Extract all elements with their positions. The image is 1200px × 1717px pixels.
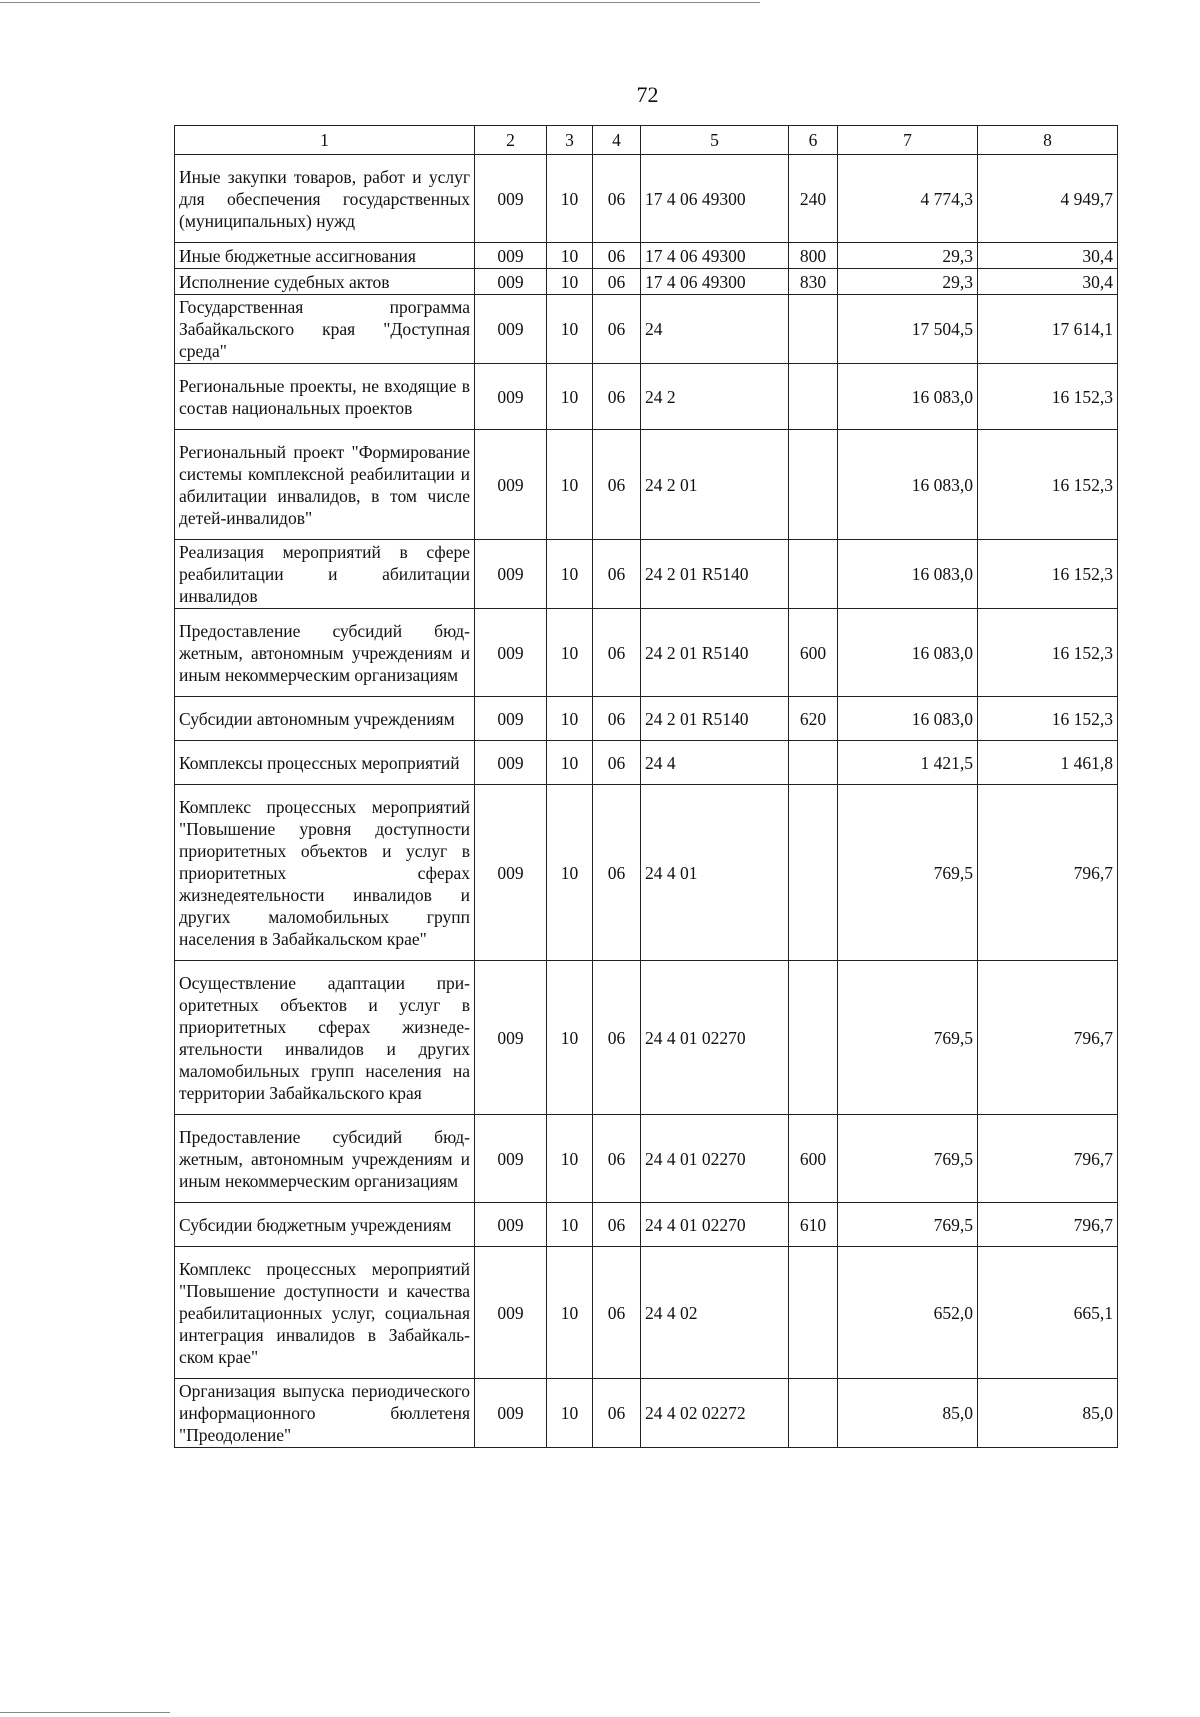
amount-year-1-cell: 769,5	[838, 1203, 978, 1247]
target-article-cell: 24 4 02 02272	[641, 1379, 789, 1448]
ministry-code-cell: 009	[475, 741, 547, 785]
expense-type-cell: 830	[789, 269, 838, 295]
amount-year-2-cell: 4 949,7	[978, 155, 1118, 243]
subsection-cell: 06	[593, 1379, 641, 1448]
item-name-cell: Реализация мероприятий в сфере реабилитации и абилитации инвалидов	[175, 540, 475, 609]
section-cell: 10	[547, 609, 593, 697]
ministry-code-cell: 009	[475, 1203, 547, 1247]
expense-type-cell: 600	[789, 1115, 838, 1203]
subsection-cell: 06	[593, 155, 641, 243]
amount-year-1-cell: 16 083,0	[838, 609, 978, 697]
target-article-cell: 17 4 06 49300	[641, 269, 789, 295]
amount-year-1-cell: 652,0	[838, 1247, 978, 1379]
item-name-cell: Комплекс процессных мероприятий "Повышение доступности и качества реабилитационных услуг, социальная интеграция инвалидов в Забайкальском крае"	[175, 1247, 475, 1379]
subsection-cell: 06	[593, 243, 641, 269]
target-article-cell: 24 4	[641, 741, 789, 785]
section-cell: 10	[547, 295, 593, 364]
item-name-cell: Комплекс процессных мероприятий "Повышение уровня доступности приоритетных объектов и услуг в приоритетных сферах жизнедеятельности инвалидов и других маломобильных групп населения в Забайкальском крае"	[175, 785, 475, 961]
amount-year-1-cell: 16 083,0	[838, 540, 978, 609]
target-article-cell: 24 4 01	[641, 785, 789, 961]
amount-year-1-cell: 29,3	[838, 243, 978, 269]
subsection-cell: 06	[593, 697, 641, 741]
section-cell: 10	[547, 697, 593, 741]
table-row	[175, 1379, 1118, 1448]
target-article-cell: 24 4 01 02270	[641, 1115, 789, 1203]
section-cell: 10	[547, 1115, 593, 1203]
subsection-cell: 06	[593, 295, 641, 364]
header-cell: 8	[978, 126, 1118, 155]
expense-type-cell	[789, 295, 838, 364]
item-name-cell: Предоставление субсидий бюджетным, автономным учреждениям и иным некоммерческим организациям	[175, 1115, 475, 1203]
section-cell: 10	[547, 269, 593, 295]
table-row	[175, 697, 1118, 741]
table-row	[175, 785, 1118, 961]
ministry-code-cell: 009	[475, 961, 547, 1115]
subsection-cell: 06	[593, 1247, 641, 1379]
section-cell: 10	[547, 155, 593, 243]
subsection-cell: 06	[593, 269, 641, 295]
subsection-cell: 06	[593, 609, 641, 697]
ministry-code-cell: 009	[475, 540, 547, 609]
amount-year-1-cell: 4 774,3	[838, 155, 978, 243]
ministry-code-cell: 009	[475, 1379, 547, 1448]
header-cell: 1	[175, 126, 475, 155]
amount-year-2-cell: 796,7	[978, 1115, 1118, 1203]
amount-year-2-cell: 16 152,3	[978, 609, 1118, 697]
item-name-cell: Организация выпуска периодического информационного бюллетеня "Преодоление"	[175, 1379, 475, 1448]
ministry-code-cell: 009	[475, 697, 547, 741]
target-article-cell: 24 4 01 02270	[641, 1203, 789, 1247]
item-name-cell: Иные бюджетные ассигнования	[175, 243, 475, 269]
item-name-cell: Предоставление субсидий бюджетным, автономным учреждениям и иным некоммерческим организациям	[175, 609, 475, 697]
ministry-code-cell: 009	[475, 364, 547, 430]
header-cell: 2	[475, 126, 547, 155]
amount-year-1-cell: 769,5	[838, 1115, 978, 1203]
target-article-cell: 24 2 01 R5140	[641, 540, 789, 609]
amount-year-2-cell: 16 152,3	[978, 430, 1118, 540]
item-name-cell: Исполнение судебных актов	[175, 269, 475, 295]
subsection-cell: 06	[593, 785, 641, 961]
item-name-cell: Комплексы процессных мероприятий	[175, 741, 475, 785]
amount-year-2-cell: 665,1	[978, 1247, 1118, 1379]
amount-year-1-cell: 17 504,5	[838, 295, 978, 364]
amount-year-1-cell: 29,3	[838, 269, 978, 295]
amount-year-2-cell: 17 614,1	[978, 295, 1118, 364]
ministry-code-cell: 009	[475, 295, 547, 364]
table-row	[175, 430, 1118, 540]
section-cell: 10	[547, 961, 593, 1115]
section-cell: 10	[547, 741, 593, 785]
amount-year-2-cell: 796,7	[978, 961, 1118, 1115]
table-row	[175, 741, 1118, 785]
item-name-cell: Осуществление адаптации приоритетных объектов и услуг в приоритетных сферах жизнедеятельности инвалидов и других маломобильных групп населения на территории Забайкальского края	[175, 961, 475, 1115]
item-name-cell: Иные закупки товаров, работ и услуг для обеспечения государственных (муниципальных) нужд	[175, 155, 475, 243]
scan-bottom-edge	[0, 1712, 170, 1713]
amount-year-1-cell: 16 083,0	[838, 430, 978, 540]
item-name-cell: Региональный проект "Формирование системы комплексной реабилитации и абилитации инвалидов, в том числе детей-инвалидов"	[175, 430, 475, 540]
expense-type-cell	[789, 540, 838, 609]
header-cell: 4	[593, 126, 641, 155]
expense-type-cell: 800	[789, 243, 838, 269]
table-body	[175, 155, 1118, 1448]
expense-type-cell	[789, 1379, 838, 1448]
scan-top-edge	[0, 2, 760, 3]
target-article-cell: 24 2 01 R5140	[641, 697, 789, 741]
amount-year-2-cell: 16 152,3	[978, 364, 1118, 430]
expense-type-cell: 240	[789, 155, 838, 243]
expense-type-cell: 610	[789, 1203, 838, 1247]
amount-year-2-cell: 1 461,8	[978, 741, 1118, 785]
target-article-cell: 24 4 02	[641, 1247, 789, 1379]
target-article-cell: 24	[641, 295, 789, 364]
target-article-cell: 24 4 01 02270	[641, 961, 789, 1115]
amount-year-2-cell: 796,7	[978, 1203, 1118, 1247]
ministry-code-cell: 009	[475, 243, 547, 269]
amount-year-2-cell: 85,0	[978, 1379, 1118, 1448]
table-row	[175, 243, 1118, 269]
amount-year-1-cell: 769,5	[838, 961, 978, 1115]
header-cell: 7	[838, 126, 978, 155]
amount-year-1-cell: 85,0	[838, 1379, 978, 1448]
section-cell: 10	[547, 1379, 593, 1448]
section-cell: 10	[547, 430, 593, 540]
subsection-cell: 06	[593, 741, 641, 785]
section-cell: 10	[547, 785, 593, 961]
table-row	[175, 295, 1118, 364]
ministry-code-cell: 009	[475, 155, 547, 243]
table-row	[175, 961, 1118, 1115]
table-row	[175, 609, 1118, 697]
item-name-cell: Региональные проекты, не входящие в состав национальных проектов	[175, 364, 475, 430]
subsection-cell: 06	[593, 540, 641, 609]
ministry-code-cell: 009	[475, 785, 547, 961]
target-article-cell: 17 4 06 49300	[641, 243, 789, 269]
target-article-cell: 24 2	[641, 364, 789, 430]
amount-year-1-cell: 16 083,0	[838, 364, 978, 430]
expense-type-cell: 600	[789, 609, 838, 697]
header-cell: 3	[547, 126, 593, 155]
amount-year-1-cell: 769,5	[838, 785, 978, 961]
page-number: 72	[636, 82, 659, 107]
table-row	[175, 1247, 1118, 1379]
header-row	[175, 126, 1118, 155]
item-name-cell: Государственная программа Забайкальского края "Доступная среда"	[175, 295, 475, 364]
subsection-cell: 06	[593, 961, 641, 1115]
budget-table	[174, 125, 1118, 1448]
subsection-cell: 06	[593, 1115, 641, 1203]
table-row	[175, 1115, 1118, 1203]
section-cell: 10	[547, 540, 593, 609]
ministry-code-cell: 009	[475, 430, 547, 540]
expense-type-cell	[789, 741, 838, 785]
table-row	[175, 269, 1118, 295]
section-cell: 10	[547, 243, 593, 269]
expense-type-cell	[789, 785, 838, 961]
amount-year-2-cell: 16 152,3	[978, 540, 1118, 609]
amount-year-2-cell: 16 152,3	[978, 697, 1118, 741]
subsection-cell: 06	[593, 364, 641, 430]
item-name-cell: Субсидии автономным учреждениям	[175, 697, 475, 741]
expense-type-cell	[789, 430, 838, 540]
table-row	[175, 540, 1118, 609]
ministry-code-cell: 009	[475, 1115, 547, 1203]
header-cell: 5	[641, 126, 789, 155]
table-row	[175, 364, 1118, 430]
section-cell: 10	[547, 364, 593, 430]
amount-year-2-cell: 30,4	[978, 243, 1118, 269]
ministry-code-cell: 009	[475, 609, 547, 697]
amount-year-1-cell: 16 083,0	[838, 697, 978, 741]
table-row	[175, 155, 1118, 243]
target-article-cell: 24 2 01 R5140	[641, 609, 789, 697]
section-cell: 10	[547, 1247, 593, 1379]
section-cell: 10	[547, 1203, 593, 1247]
ministry-code-cell: 009	[475, 1247, 547, 1379]
item-name-cell: Субсидии бюджетным учреждениям	[175, 1203, 475, 1247]
amount-year-2-cell: 30,4	[978, 269, 1118, 295]
ministry-code-cell: 009	[475, 269, 547, 295]
expense-type-cell	[789, 961, 838, 1115]
subsection-cell: 06	[593, 1203, 641, 1247]
header-cell: 6	[789, 126, 838, 155]
expense-type-cell: 620	[789, 697, 838, 741]
subsection-cell: 06	[593, 430, 641, 540]
expense-type-cell	[789, 1247, 838, 1379]
amount-year-1-cell: 1 421,5	[838, 741, 978, 785]
amount-year-2-cell: 796,7	[978, 785, 1118, 961]
expense-type-cell	[789, 364, 838, 430]
target-article-cell: 24 2 01	[641, 430, 789, 540]
table-row	[175, 1203, 1118, 1247]
target-article-cell: 17 4 06 49300	[641, 155, 789, 243]
